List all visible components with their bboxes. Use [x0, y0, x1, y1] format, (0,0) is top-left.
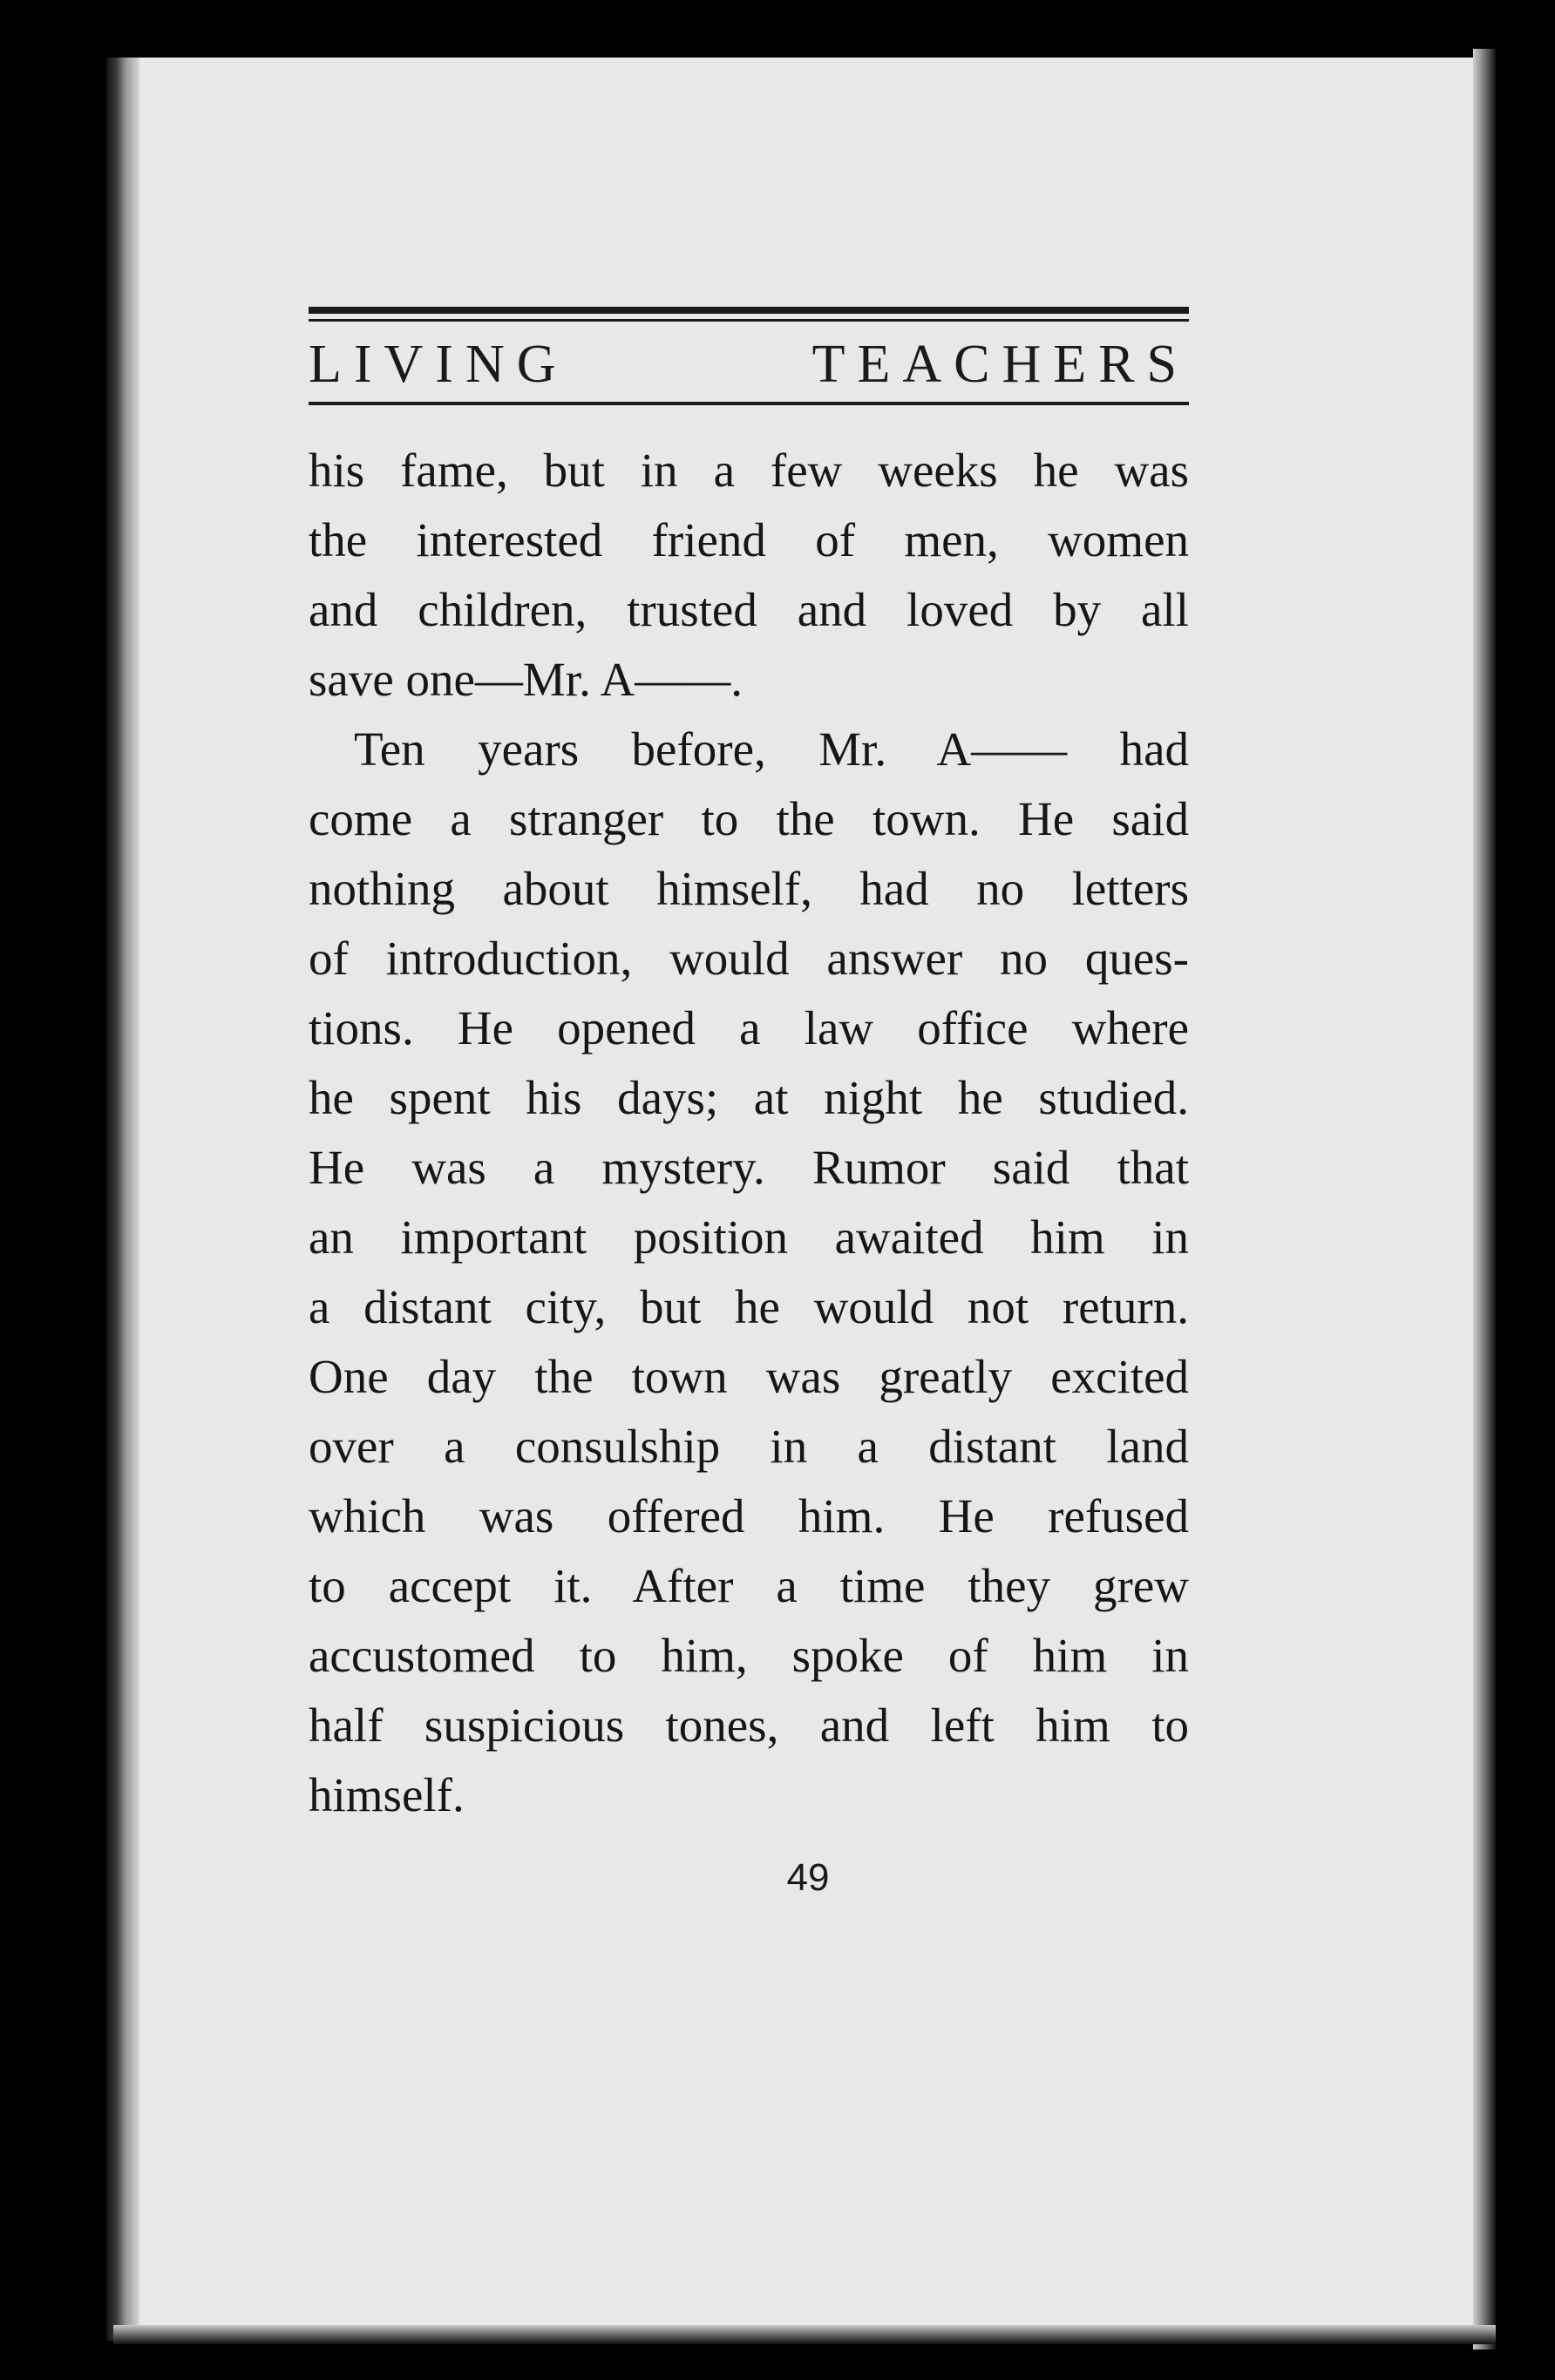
text-line: One day the town was greatly excited: [309, 1350, 1189, 1403]
text-line: over a consulship in a distant land: [309, 1420, 1189, 1473]
running-head-right: TEACHERS: [811, 335, 1189, 394]
page-right-edge: [1473, 49, 1496, 2349]
running-head-left: LIVING: [309, 335, 568, 394]
page-bottom-edge: [113, 2325, 1496, 2344]
page-gutter: [106, 58, 139, 2341]
text-line: the interested friend of men, women: [309, 513, 1189, 566]
running-head-title: [309, 334, 1189, 395]
header-rule-bottom: [309, 402, 1189, 405]
text-line: his fame, but in a few weeks he was: [309, 444, 1189, 497]
text-line: accustomed to him, spoke of him in: [309, 1629, 1189, 1682]
body-text: [309, 436, 1189, 1830]
text-line: and children, trusted and loved by all: [309, 583, 1189, 636]
text-line: tions. He opened a law office where: [309, 1001, 1189, 1054]
text-line: He was a mystery. Rumor said that: [309, 1141, 1189, 1194]
text-line: he spent his days; at night he studied.: [309, 1071, 1189, 1124]
text-line: half suspicious tones, and left him to: [309, 1699, 1189, 1752]
text-line: Ten years before, Mr. A—— had: [354, 722, 1189, 776]
page-number: 49: [786, 1856, 830, 1899]
text-line: of introduction, would answer no ques-: [309, 932, 1189, 985]
text-line: nothing about himself, had no letters: [309, 862, 1189, 915]
text-line: an important position awaited him in: [309, 1210, 1189, 1264]
header-rule-thin: [309, 319, 1189, 322]
running-header: [309, 307, 1189, 405]
text-line: a distant city, but he would not return.: [309, 1280, 1189, 1333]
text-line: which was offered him. He refused: [309, 1489, 1189, 1543]
text-line: save one—Mr. A——.: [309, 653, 744, 706]
header-rule-thick: [309, 307, 1189, 314]
text-line: come a stranger to the town. He said: [309, 792, 1189, 845]
text-line: himself.: [309, 1768, 465, 1821]
text-line: to accept it. After a time they grew: [309, 1559, 1189, 1612]
